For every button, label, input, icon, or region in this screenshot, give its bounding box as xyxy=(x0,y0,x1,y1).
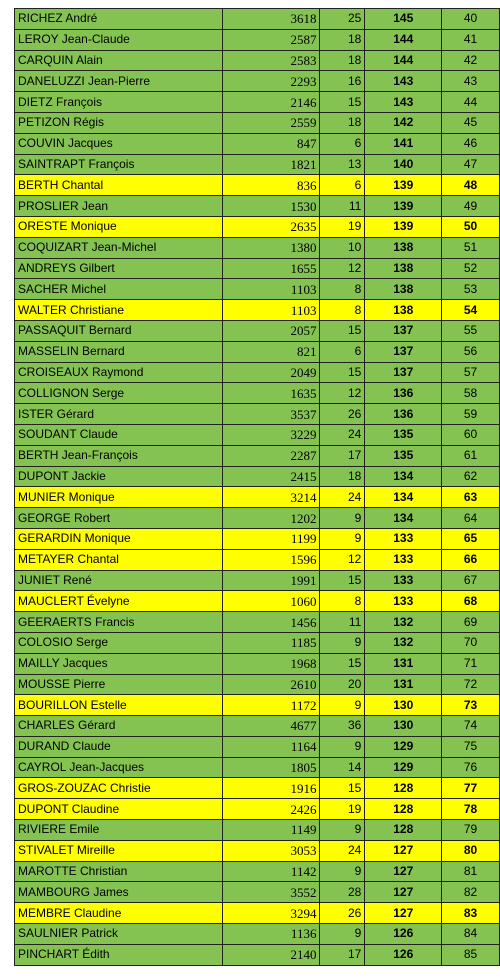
table-row xyxy=(15,591,500,612)
rank-cell: 66 xyxy=(442,549,500,570)
name-cell: MAMBOURG James xyxy=(15,882,223,903)
name-cell: CARQUIN Alain xyxy=(15,50,223,71)
value-b-cell: 9 xyxy=(320,695,365,716)
value-a-cell: 2610 xyxy=(222,674,320,695)
rank-cell: 75 xyxy=(442,736,500,757)
score-cell: 126 xyxy=(365,924,442,945)
value-a-cell: 836 xyxy=(222,175,320,196)
score-cell: 138 xyxy=(365,258,442,279)
name-cell: COUVIN Jacques xyxy=(15,133,223,154)
score-cell: 144 xyxy=(365,29,442,50)
name-cell: SAINTRAPT François xyxy=(15,154,223,175)
value-b-cell: 15 xyxy=(320,362,365,383)
score-cell: 141 xyxy=(365,133,442,154)
value-a-cell: 2426 xyxy=(222,799,320,820)
score-cell: 130 xyxy=(365,695,442,716)
value-a-cell: 1185 xyxy=(222,632,320,653)
value-b-cell: 9 xyxy=(320,508,365,529)
score-cell: 132 xyxy=(365,632,442,653)
name-cell: DANELUZZI Jean-Pierre xyxy=(15,71,223,92)
name-cell: MASSELIN Bernard xyxy=(15,341,223,362)
table-row xyxy=(15,695,500,716)
table-row xyxy=(15,882,500,903)
rank-cell: 61 xyxy=(442,445,500,466)
value-a-cell: 1164 xyxy=(222,736,320,757)
value-a-cell: 821 xyxy=(222,341,320,362)
name-cell: SACHER Michel xyxy=(15,279,223,300)
name-cell: RICHEZ André xyxy=(15,9,223,30)
name-cell: MEMBRE Claudine xyxy=(15,903,223,924)
ranking-table xyxy=(14,8,500,966)
value-a-cell: 2287 xyxy=(222,445,320,466)
value-a-cell: 1142 xyxy=(222,861,320,882)
rank-cell: 45 xyxy=(442,112,500,133)
value-b-cell: 10 xyxy=(320,237,365,258)
value-b-cell: 9 xyxy=(320,528,365,549)
name-cell: MOUSSE Pierre xyxy=(15,674,223,695)
rank-cell: 60 xyxy=(442,424,500,445)
value-a-cell: 1655 xyxy=(222,258,320,279)
name-cell: BERTH Chantal xyxy=(15,175,223,196)
name-cell: GERARDIN Monique xyxy=(15,528,223,549)
rank-cell: 76 xyxy=(442,757,500,778)
value-b-cell: 28 xyxy=(320,882,365,903)
score-cell: 134 xyxy=(365,466,442,487)
value-b-cell: 6 xyxy=(320,175,365,196)
table-row xyxy=(15,840,500,861)
score-cell: 130 xyxy=(365,716,442,737)
value-a-cell: 1991 xyxy=(222,570,320,591)
value-b-cell: 11 xyxy=(320,612,365,633)
value-b-cell: 15 xyxy=(320,653,365,674)
table-row xyxy=(15,50,500,71)
score-cell: 135 xyxy=(365,445,442,466)
value-a-cell: 3294 xyxy=(222,903,320,924)
rank-cell: 56 xyxy=(442,341,500,362)
rank-cell: 63 xyxy=(442,487,500,508)
name-cell: WALTER Christiane xyxy=(15,300,223,321)
score-cell: 138 xyxy=(365,279,442,300)
score-cell: 127 xyxy=(365,840,442,861)
value-b-cell: 17 xyxy=(320,944,365,965)
name-cell: MAROTTE Christian xyxy=(15,861,223,882)
score-cell: 138 xyxy=(365,300,442,321)
rank-cell: 73 xyxy=(442,695,500,716)
value-a-cell: 2415 xyxy=(222,466,320,487)
score-cell: 134 xyxy=(365,487,442,508)
table-row xyxy=(15,944,500,965)
rank-cell: 58 xyxy=(442,383,500,404)
value-b-cell: 8 xyxy=(320,279,365,300)
value-a-cell: 1172 xyxy=(222,695,320,716)
table-row xyxy=(15,903,500,924)
value-a-cell: 1968 xyxy=(222,653,320,674)
table-row xyxy=(15,861,500,882)
table-row xyxy=(15,404,500,425)
value-a-cell: 1136 xyxy=(222,924,320,945)
table-row xyxy=(15,612,500,633)
score-cell: 143 xyxy=(365,71,442,92)
value-a-cell: 1202 xyxy=(222,508,320,529)
table-row xyxy=(15,716,500,737)
rank-cell: 72 xyxy=(442,674,500,695)
rank-cell: 79 xyxy=(442,820,500,841)
value-b-cell: 11 xyxy=(320,196,365,217)
value-b-cell: 24 xyxy=(320,487,365,508)
score-cell: 144 xyxy=(365,50,442,71)
value-b-cell: 9 xyxy=(320,736,365,757)
value-b-cell: 9 xyxy=(320,924,365,945)
name-cell: PINCHART Édith xyxy=(15,944,223,965)
value-b-cell: 8 xyxy=(320,591,365,612)
name-cell: LEROY Jean-Claude xyxy=(15,29,223,50)
score-cell: 143 xyxy=(365,92,442,113)
score-cell: 142 xyxy=(365,112,442,133)
score-cell: 126 xyxy=(365,944,442,965)
value-a-cell: 1821 xyxy=(222,154,320,175)
value-b-cell: 9 xyxy=(320,861,365,882)
value-a-cell: 1805 xyxy=(222,757,320,778)
ranking-table-body xyxy=(15,9,500,966)
value-b-cell: 36 xyxy=(320,716,365,737)
table-row xyxy=(15,154,500,175)
value-a-cell: 1060 xyxy=(222,591,320,612)
name-cell: DUPONT Jackie xyxy=(15,466,223,487)
table-row xyxy=(15,9,500,30)
table-row xyxy=(15,736,500,757)
value-b-cell: 9 xyxy=(320,632,365,653)
rank-cell: 52 xyxy=(442,258,500,279)
score-cell: 128 xyxy=(365,799,442,820)
value-a-cell: 2057 xyxy=(222,320,320,341)
score-cell: 136 xyxy=(365,383,442,404)
value-b-cell: 18 xyxy=(320,29,365,50)
score-cell: 139 xyxy=(365,196,442,217)
value-b-cell: 17 xyxy=(320,445,365,466)
rank-cell: 40 xyxy=(442,9,500,30)
name-cell: DIETZ François xyxy=(15,92,223,113)
rank-cell: 74 xyxy=(442,716,500,737)
value-b-cell: 18 xyxy=(320,50,365,71)
score-cell: 140 xyxy=(365,154,442,175)
value-b-cell: 15 xyxy=(320,92,365,113)
rank-cell: 53 xyxy=(442,279,500,300)
name-cell: PETIZON Régis xyxy=(15,112,223,133)
rank-cell: 43 xyxy=(442,71,500,92)
table-row xyxy=(15,487,500,508)
value-a-cell: 4677 xyxy=(222,716,320,737)
score-cell: 139 xyxy=(365,216,442,237)
rank-cell: 51 xyxy=(442,237,500,258)
score-cell: 135 xyxy=(365,424,442,445)
table-row xyxy=(15,632,500,653)
rank-cell: 80 xyxy=(442,840,500,861)
table-row xyxy=(15,71,500,92)
table-row xyxy=(15,820,500,841)
rank-cell: 78 xyxy=(442,799,500,820)
table-row xyxy=(15,653,500,674)
rank-cell: 55 xyxy=(442,320,500,341)
score-cell: 129 xyxy=(365,757,442,778)
score-cell: 139 xyxy=(365,175,442,196)
table-row xyxy=(15,112,500,133)
value-a-cell: 3537 xyxy=(222,404,320,425)
table-row xyxy=(15,196,500,217)
score-cell: 131 xyxy=(365,653,442,674)
value-a-cell: 1916 xyxy=(222,778,320,799)
value-b-cell: 19 xyxy=(320,216,365,237)
name-cell: STIVALET Mireille xyxy=(15,840,223,861)
table-row xyxy=(15,362,500,383)
table-row xyxy=(15,133,500,154)
score-cell: 136 xyxy=(365,404,442,425)
table-row xyxy=(15,549,500,570)
value-b-cell: 6 xyxy=(320,341,365,362)
score-cell: 129 xyxy=(365,736,442,757)
rank-cell: 70 xyxy=(442,632,500,653)
name-cell: MUNIER Monique xyxy=(15,487,223,508)
value-b-cell: 13 xyxy=(320,154,365,175)
table-row xyxy=(15,300,500,321)
name-cell: GEERAERTS Francis xyxy=(15,612,223,633)
rank-cell: 49 xyxy=(442,196,500,217)
rank-cell: 81 xyxy=(442,861,500,882)
score-cell: 128 xyxy=(365,820,442,841)
rank-cell: 42 xyxy=(442,50,500,71)
rank-cell: 85 xyxy=(442,944,500,965)
rank-cell: 47 xyxy=(442,154,500,175)
table-row xyxy=(15,508,500,529)
value-a-cell: 847 xyxy=(222,133,320,154)
table-row xyxy=(15,528,500,549)
name-cell: COLOSIO Serge xyxy=(15,632,223,653)
table-row xyxy=(15,445,500,466)
value-b-cell: 12 xyxy=(320,258,365,279)
value-b-cell: 26 xyxy=(320,404,365,425)
value-a-cell: 1103 xyxy=(222,300,320,321)
score-cell: 134 xyxy=(365,508,442,529)
name-cell: COQUIZART Jean-Michel xyxy=(15,237,223,258)
name-cell: METAYER Chantal xyxy=(15,549,223,570)
value-b-cell: 16 xyxy=(320,71,365,92)
name-cell: BOURILLON Estelle xyxy=(15,695,223,716)
rank-cell: 83 xyxy=(442,903,500,924)
name-cell: ISTER Gérard xyxy=(15,404,223,425)
name-cell: JUNIET René xyxy=(15,570,223,591)
table-row xyxy=(15,924,500,945)
table-row xyxy=(15,92,500,113)
table-row xyxy=(15,237,500,258)
score-cell: 133 xyxy=(365,549,442,570)
table-row xyxy=(15,778,500,799)
value-a-cell: 1149 xyxy=(222,820,320,841)
value-a-cell: 1530 xyxy=(222,196,320,217)
score-cell: 137 xyxy=(365,320,442,341)
value-a-cell: 3053 xyxy=(222,840,320,861)
score-cell: 128 xyxy=(365,778,442,799)
name-cell: COLLIGNON Serge xyxy=(15,383,223,404)
value-a-cell: 2583 xyxy=(222,50,320,71)
name-cell: GROS-ZOUZAC Christie xyxy=(15,778,223,799)
value-b-cell: 18 xyxy=(320,112,365,133)
table-row xyxy=(15,279,500,300)
score-cell: 127 xyxy=(365,861,442,882)
name-cell: CHARLES Gérard xyxy=(15,716,223,737)
value-a-cell: 3552 xyxy=(222,882,320,903)
value-a-cell: 1380 xyxy=(222,237,320,258)
value-a-cell: 1635 xyxy=(222,383,320,404)
name-cell: DURAND Claude xyxy=(15,736,223,757)
rank-cell: 71 xyxy=(442,653,500,674)
name-cell: SAULNIER Patrick xyxy=(15,924,223,945)
score-cell: 127 xyxy=(365,882,442,903)
value-a-cell: 1199 xyxy=(222,528,320,549)
rank-cell: 82 xyxy=(442,882,500,903)
value-b-cell: 18 xyxy=(320,466,365,487)
table-row xyxy=(15,216,500,237)
table-row xyxy=(15,466,500,487)
table-row xyxy=(15,799,500,820)
score-cell: 133 xyxy=(365,570,442,591)
rank-cell: 64 xyxy=(442,508,500,529)
name-cell: ANDREYS Gilbert xyxy=(15,258,223,279)
rank-cell: 48 xyxy=(442,175,500,196)
score-cell: 137 xyxy=(365,341,442,362)
score-cell: 137 xyxy=(365,362,442,383)
value-a-cell: 2146 xyxy=(222,92,320,113)
value-a-cell: 2635 xyxy=(222,216,320,237)
table-row xyxy=(15,29,500,50)
name-cell: BERTH Jean-François xyxy=(15,445,223,466)
table-row xyxy=(15,383,500,404)
value-b-cell: 15 xyxy=(320,570,365,591)
score-cell: 138 xyxy=(365,237,442,258)
score-cell: 133 xyxy=(365,591,442,612)
name-cell: MAUCLERT Évelyne xyxy=(15,591,223,612)
rank-cell: 59 xyxy=(442,404,500,425)
table-row xyxy=(15,175,500,196)
value-b-cell: 15 xyxy=(320,778,365,799)
score-cell: 132 xyxy=(365,612,442,633)
name-cell: CROISEAUX Raymond xyxy=(15,362,223,383)
value-b-cell: 24 xyxy=(320,840,365,861)
value-a-cell: 2587 xyxy=(222,29,320,50)
value-a-cell: 2049 xyxy=(222,362,320,383)
rank-cell: 77 xyxy=(442,778,500,799)
value-a-cell: 2293 xyxy=(222,71,320,92)
name-cell: DUPONT Claudine xyxy=(15,799,223,820)
value-b-cell: 12 xyxy=(320,549,365,570)
table-row xyxy=(15,424,500,445)
score-cell: 127 xyxy=(365,903,442,924)
name-cell: CAYROL Jean-Jacques xyxy=(15,757,223,778)
rank-cell: 68 xyxy=(442,591,500,612)
value-a-cell: 1456 xyxy=(222,612,320,633)
rank-cell: 41 xyxy=(442,29,500,50)
score-cell: 133 xyxy=(365,528,442,549)
value-b-cell: 15 xyxy=(320,320,365,341)
name-cell: SOUDANT Claude xyxy=(15,424,223,445)
rank-cell: 54 xyxy=(442,300,500,321)
value-b-cell: 19 xyxy=(320,799,365,820)
value-a-cell: 1596 xyxy=(222,549,320,570)
value-b-cell: 14 xyxy=(320,757,365,778)
name-cell: RIVIERE Emile xyxy=(15,820,223,841)
rank-cell: 44 xyxy=(442,92,500,113)
table-row xyxy=(15,341,500,362)
rank-cell: 50 xyxy=(442,216,500,237)
score-cell: 145 xyxy=(365,9,442,30)
value-b-cell: 8 xyxy=(320,300,365,321)
rank-cell: 46 xyxy=(442,133,500,154)
value-a-cell: 3618 xyxy=(222,9,320,30)
rank-cell: 67 xyxy=(442,570,500,591)
name-cell: PASSAQUIT Bernard xyxy=(15,320,223,341)
value-a-cell: 1103 xyxy=(222,279,320,300)
table-row xyxy=(15,320,500,341)
rank-cell: 57 xyxy=(442,362,500,383)
value-a-cell: 2559 xyxy=(222,112,320,133)
value-b-cell: 20 xyxy=(320,674,365,695)
rank-cell: 62 xyxy=(442,466,500,487)
value-b-cell: 26 xyxy=(320,903,365,924)
name-cell: MAILLY Jacques xyxy=(15,653,223,674)
name-cell: PROSLIER Jean xyxy=(15,196,223,217)
rank-cell: 69 xyxy=(442,612,500,633)
table-row xyxy=(15,258,500,279)
name-cell: ORESTE Monique xyxy=(15,216,223,237)
value-b-cell: 9 xyxy=(320,820,365,841)
value-b-cell: 6 xyxy=(320,133,365,154)
table-row xyxy=(15,674,500,695)
table-row xyxy=(15,757,500,778)
score-cell: 131 xyxy=(365,674,442,695)
value-b-cell: 24 xyxy=(320,424,365,445)
value-b-cell: 25 xyxy=(320,9,365,30)
rank-cell: 65 xyxy=(442,528,500,549)
name-cell: GEORGE Robert xyxy=(15,508,223,529)
rank-cell: 84 xyxy=(442,924,500,945)
value-a-cell: 2140 xyxy=(222,944,320,965)
value-a-cell: 3229 xyxy=(222,424,320,445)
value-a-cell: 3214 xyxy=(222,487,320,508)
table-row xyxy=(15,570,500,591)
value-b-cell: 12 xyxy=(320,383,365,404)
